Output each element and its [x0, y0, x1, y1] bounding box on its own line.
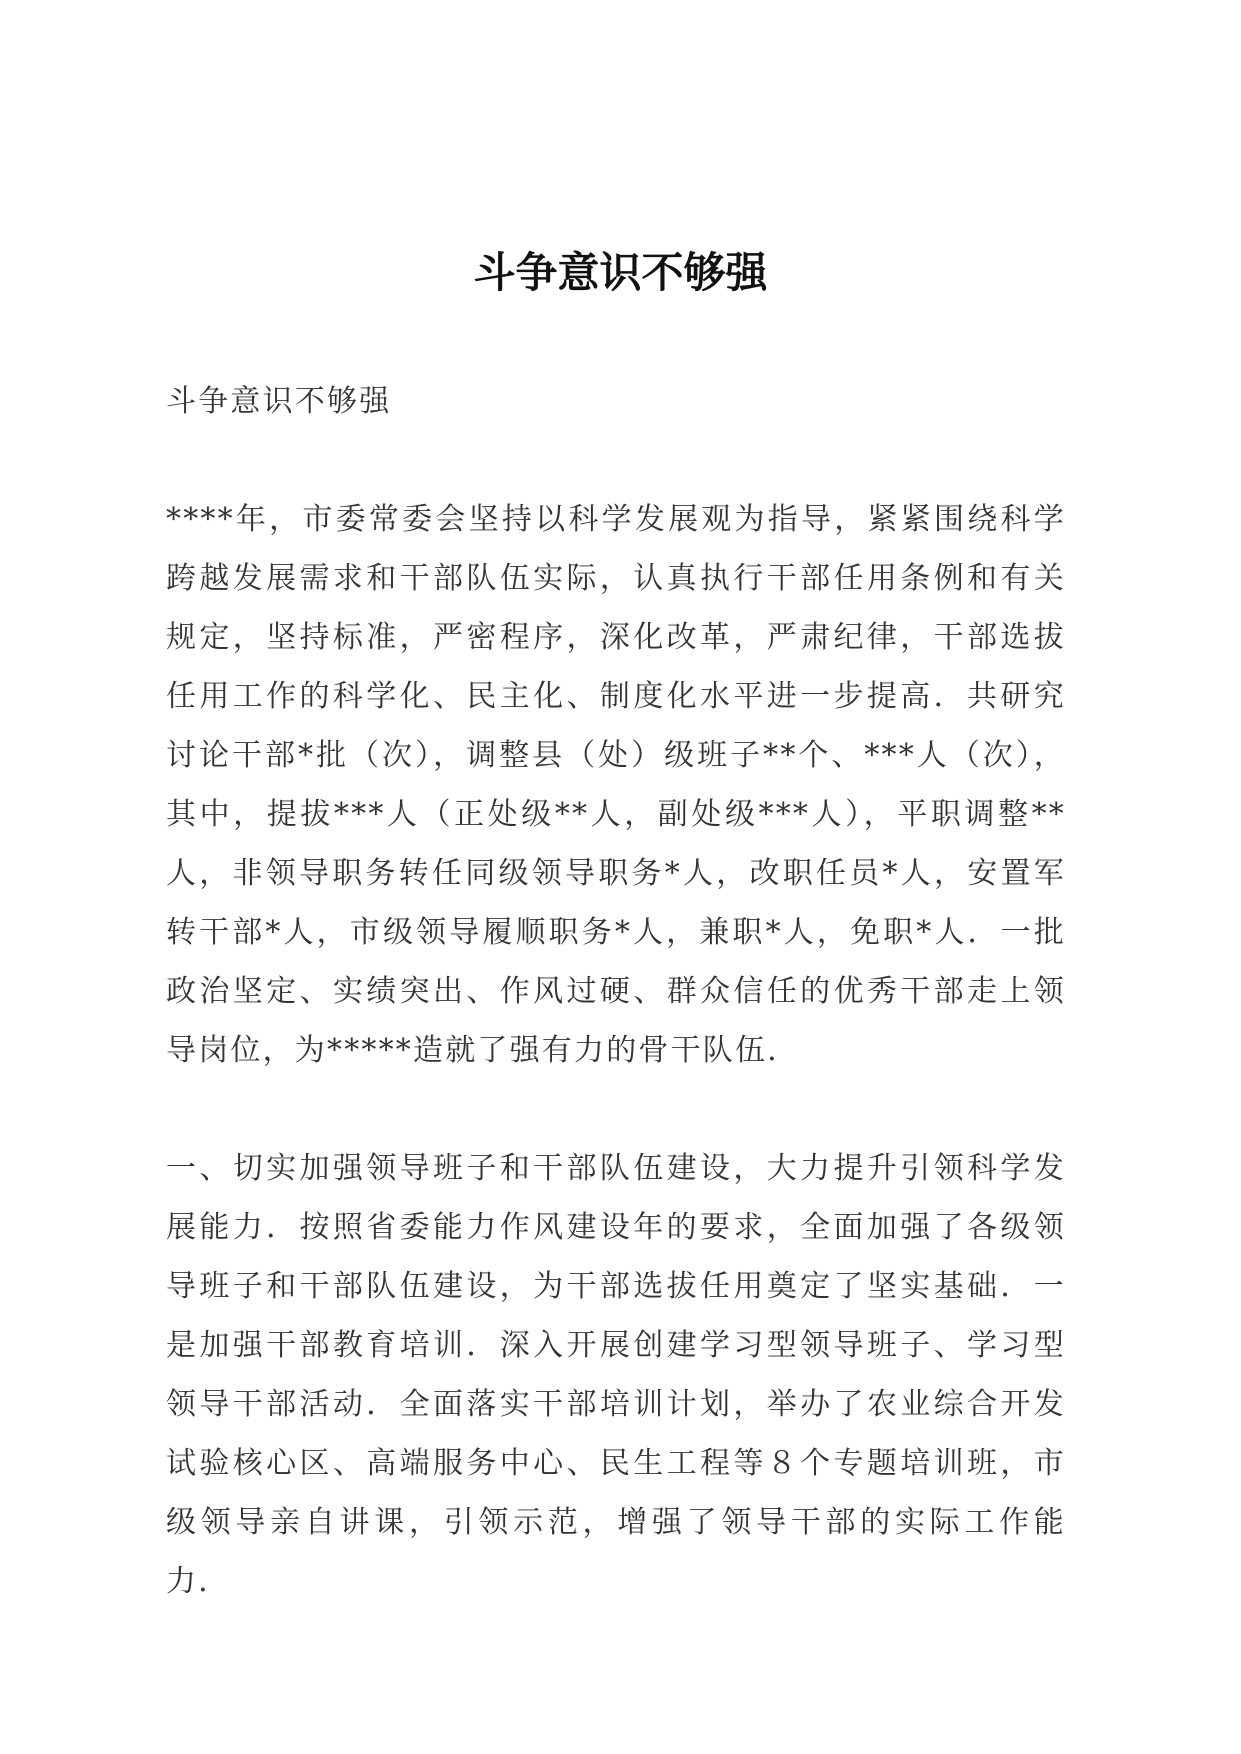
body-paragraph: 一、切实加强领导班子和干部队伍建设，大力提升引领科学发展能力．按照省委能力作风建设年的要求，全面加强了各级领导班子和干部队伍建设，为干部选拔任用奠定了坚实基础．一是加强干部教育培训．深入开展创建学习型领导班子、学习型领导干部活动．全面落实干部培训计划，举办了农业综合开发试验核心区、高端服务中心、民生工程等８个专题培训班，市级领导亲自讲课，引领示范，增强了领导干部的实际工作能力．: [166, 1151, 1066, 1599]
document-subtitle: 斗争意识不够强: [166, 384, 392, 419]
document-title: 斗争意识不够强: [473, 248, 768, 297]
body-paragraph: ****年，市委常委会坚持以科学发展观为指导，紧紧围绕科学跨越发展需求和干部队伍实际，认真执行干部任用条例和有关规定，坚持标准，严密程序，深化改革，严肃纪律，干部选拔任用工作的科学化、民主化、制度化水平进一步提高．共研究讨论干部*批（次），调整县（处）级班子**个、***人（次），其中，提拔***人（正处级**人，副处级***人），平职调整**人，非领导职务转任同级领导职务*人，改职任员*人，安置军转干部*人，市级领导履顺职务*人，兼职*人，免职*人．一批政治坚定、实绩突出、作风过硬、群众信任的优秀干部走上领导岗位，为*****造就了强有力的骨干队伍．: [166, 502, 1066, 1068]
document-body: [166, 372, 1066, 1611]
